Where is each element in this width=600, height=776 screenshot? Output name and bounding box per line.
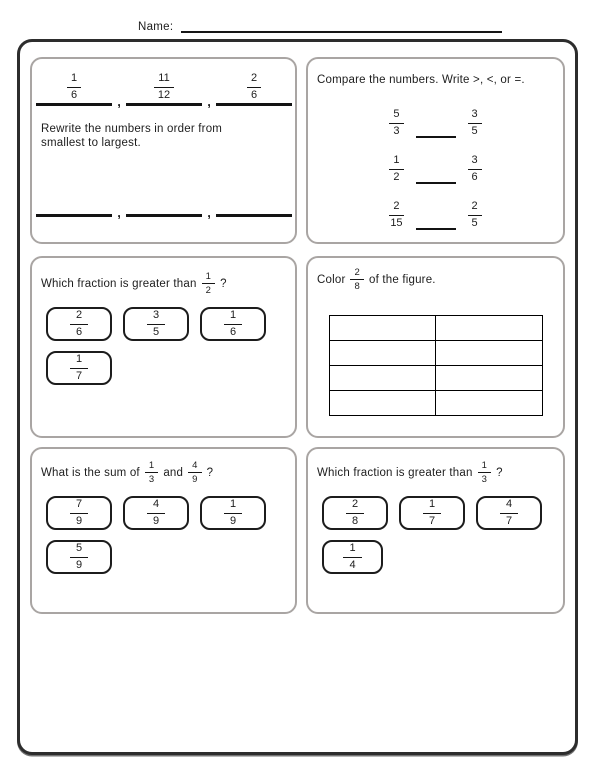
comma: , <box>207 94 211 109</box>
fraction: $\frac{4}{9}$ <box>147 499 165 527</box>
compare-rows <box>308 109 563 230</box>
panel-greater-than-third <box>306 447 565 614</box>
fraction: $\frac{3}{5}$ <box>468 109 482 137</box>
answer-blank[interactable] <box>126 205 202 217</box>
prompt-text: Color <box>317 273 346 286</box>
choices <box>32 295 295 385</box>
name-label: Name: <box>138 21 174 33</box>
prompt-text: What is the sum of <box>41 466 140 479</box>
fraction: $\frac{1}{6}$ <box>67 73 81 101</box>
fraction: $\frac{2}{15}$ <box>390 200 403 229</box>
prompt-text: Which fraction is greater than <box>317 466 473 479</box>
name-row <box>138 19 502 33</box>
fraction: $\frac{1}{6}$ <box>224 310 242 338</box>
panel-color-figure <box>306 256 565 438</box>
fraction: $\frac{5}{9}$ <box>70 543 88 571</box>
prompt-text: ? <box>220 277 227 290</box>
panel-greater-than-half <box>30 256 297 438</box>
fraction: $\frac{7}{9}$ <box>70 499 88 527</box>
fraction: $\frac{4}{9}$ <box>188 461 201 484</box>
underline <box>36 103 112 106</box>
fraction: $\frac{1}{2}$ <box>202 272 215 295</box>
answer-blanks-row <box>32 205 295 220</box>
choice-button[interactable] <box>476 496 542 530</box>
name-input-line[interactable] <box>181 19 502 33</box>
prompt-text: Which fraction is greater than <box>41 277 197 290</box>
comma: , <box>117 205 121 220</box>
order-prompt <box>32 106 295 150</box>
choice-button[interactable] <box>200 496 266 530</box>
choice-button[interactable] <box>46 540 112 574</box>
underline <box>126 103 202 106</box>
fraction: $\frac{2}{6}$ <box>247 73 261 101</box>
prompt-line: smallest to largest. <box>41 137 141 149</box>
comma: , <box>117 94 121 109</box>
grid-cell[interactable] <box>436 391 543 416</box>
choice-button[interactable] <box>399 496 465 530</box>
compare-row <box>389 155 481 184</box>
prompt-text: of the figure. <box>368 273 436 286</box>
fraction: $\frac{1}{2}$ <box>389 155 403 183</box>
compare-row <box>389 201 481 230</box>
answer-blank[interactable] <box>36 205 112 217</box>
prompt-text: and <box>163 466 184 479</box>
question-prompt <box>308 449 563 484</box>
prompt-line: Rewrite the numbers in order from <box>41 123 223 135</box>
compare-row <box>389 109 481 138</box>
choice-button[interactable] <box>46 351 112 385</box>
fraction: $\frac{3}{5}$ <box>147 310 165 338</box>
sequence-item <box>216 73 292 106</box>
grid-cell[interactable] <box>330 341 437 366</box>
fraction: $\frac{2}{6}$ <box>70 310 88 338</box>
fraction: $\frac{1}{7}$ <box>70 354 88 382</box>
choices <box>32 484 295 574</box>
grid-cell[interactable] <box>330 391 437 416</box>
choice-button[interactable] <box>322 540 383 574</box>
fraction: $\frac{1}{7}$ <box>423 499 441 527</box>
prompt-text: ? <box>496 466 503 479</box>
question-prompt <box>32 258 295 295</box>
question-prompt <box>308 258 563 291</box>
fraction: $\frac{4}{7}$ <box>500 499 518 527</box>
grid-cell[interactable] <box>436 366 543 391</box>
comma: , <box>207 205 211 220</box>
prompt-text: ? <box>206 466 214 479</box>
choice-button[interactable] <box>123 496 189 530</box>
fraction: $\frac{2}{8}$ <box>350 268 363 291</box>
fraction: $\frac{5}{3}$ <box>389 109 403 137</box>
choice-button[interactable] <box>46 307 112 341</box>
underline <box>216 103 292 106</box>
choice-button[interactable] <box>46 496 112 530</box>
fraction: $\frac{2}{8}$ <box>346 499 364 527</box>
fraction-sequence <box>32 59 295 109</box>
panel-order-fractions <box>30 57 297 244</box>
fraction: $\frac{1}{3}$ <box>478 461 491 484</box>
choice-button[interactable] <box>123 307 189 341</box>
panel-compare-numbers <box>306 57 565 244</box>
choice-button[interactable] <box>322 496 388 530</box>
sequence-item <box>126 73 202 106</box>
choice-button[interactable] <box>200 307 266 341</box>
answer-blank[interactable] <box>216 205 292 217</box>
grid-cell[interactable] <box>436 341 543 366</box>
grid-cell[interactable] <box>436 316 543 341</box>
fraction: $\frac{1}{9}$ <box>224 499 242 527</box>
fraction: $\frac{11}{12}$ <box>154 73 173 101</box>
answer-blank[interactable] <box>416 128 456 138</box>
fraction: $\frac{1}{3}$ <box>145 461 158 484</box>
compare-prompt: Compare the numbers. Write >, <, or =. <box>317 74 525 86</box>
answer-blank[interactable] <box>416 220 456 230</box>
choices <box>308 484 563 574</box>
fraction: $\frac{2}{5}$ <box>468 201 482 229</box>
panel-sum-fractions <box>30 447 297 614</box>
answer-blank[interactable] <box>416 174 456 184</box>
grid-cell[interactable] <box>330 316 437 341</box>
grid-cell[interactable] <box>330 366 437 391</box>
sequence-item <box>36 73 112 106</box>
color-grid <box>329 315 543 416</box>
fraction: $\frac{1}{4}$ <box>343 543 361 571</box>
fraction: $\frac{3}{6}$ <box>468 155 482 183</box>
question-prompt <box>32 449 295 484</box>
